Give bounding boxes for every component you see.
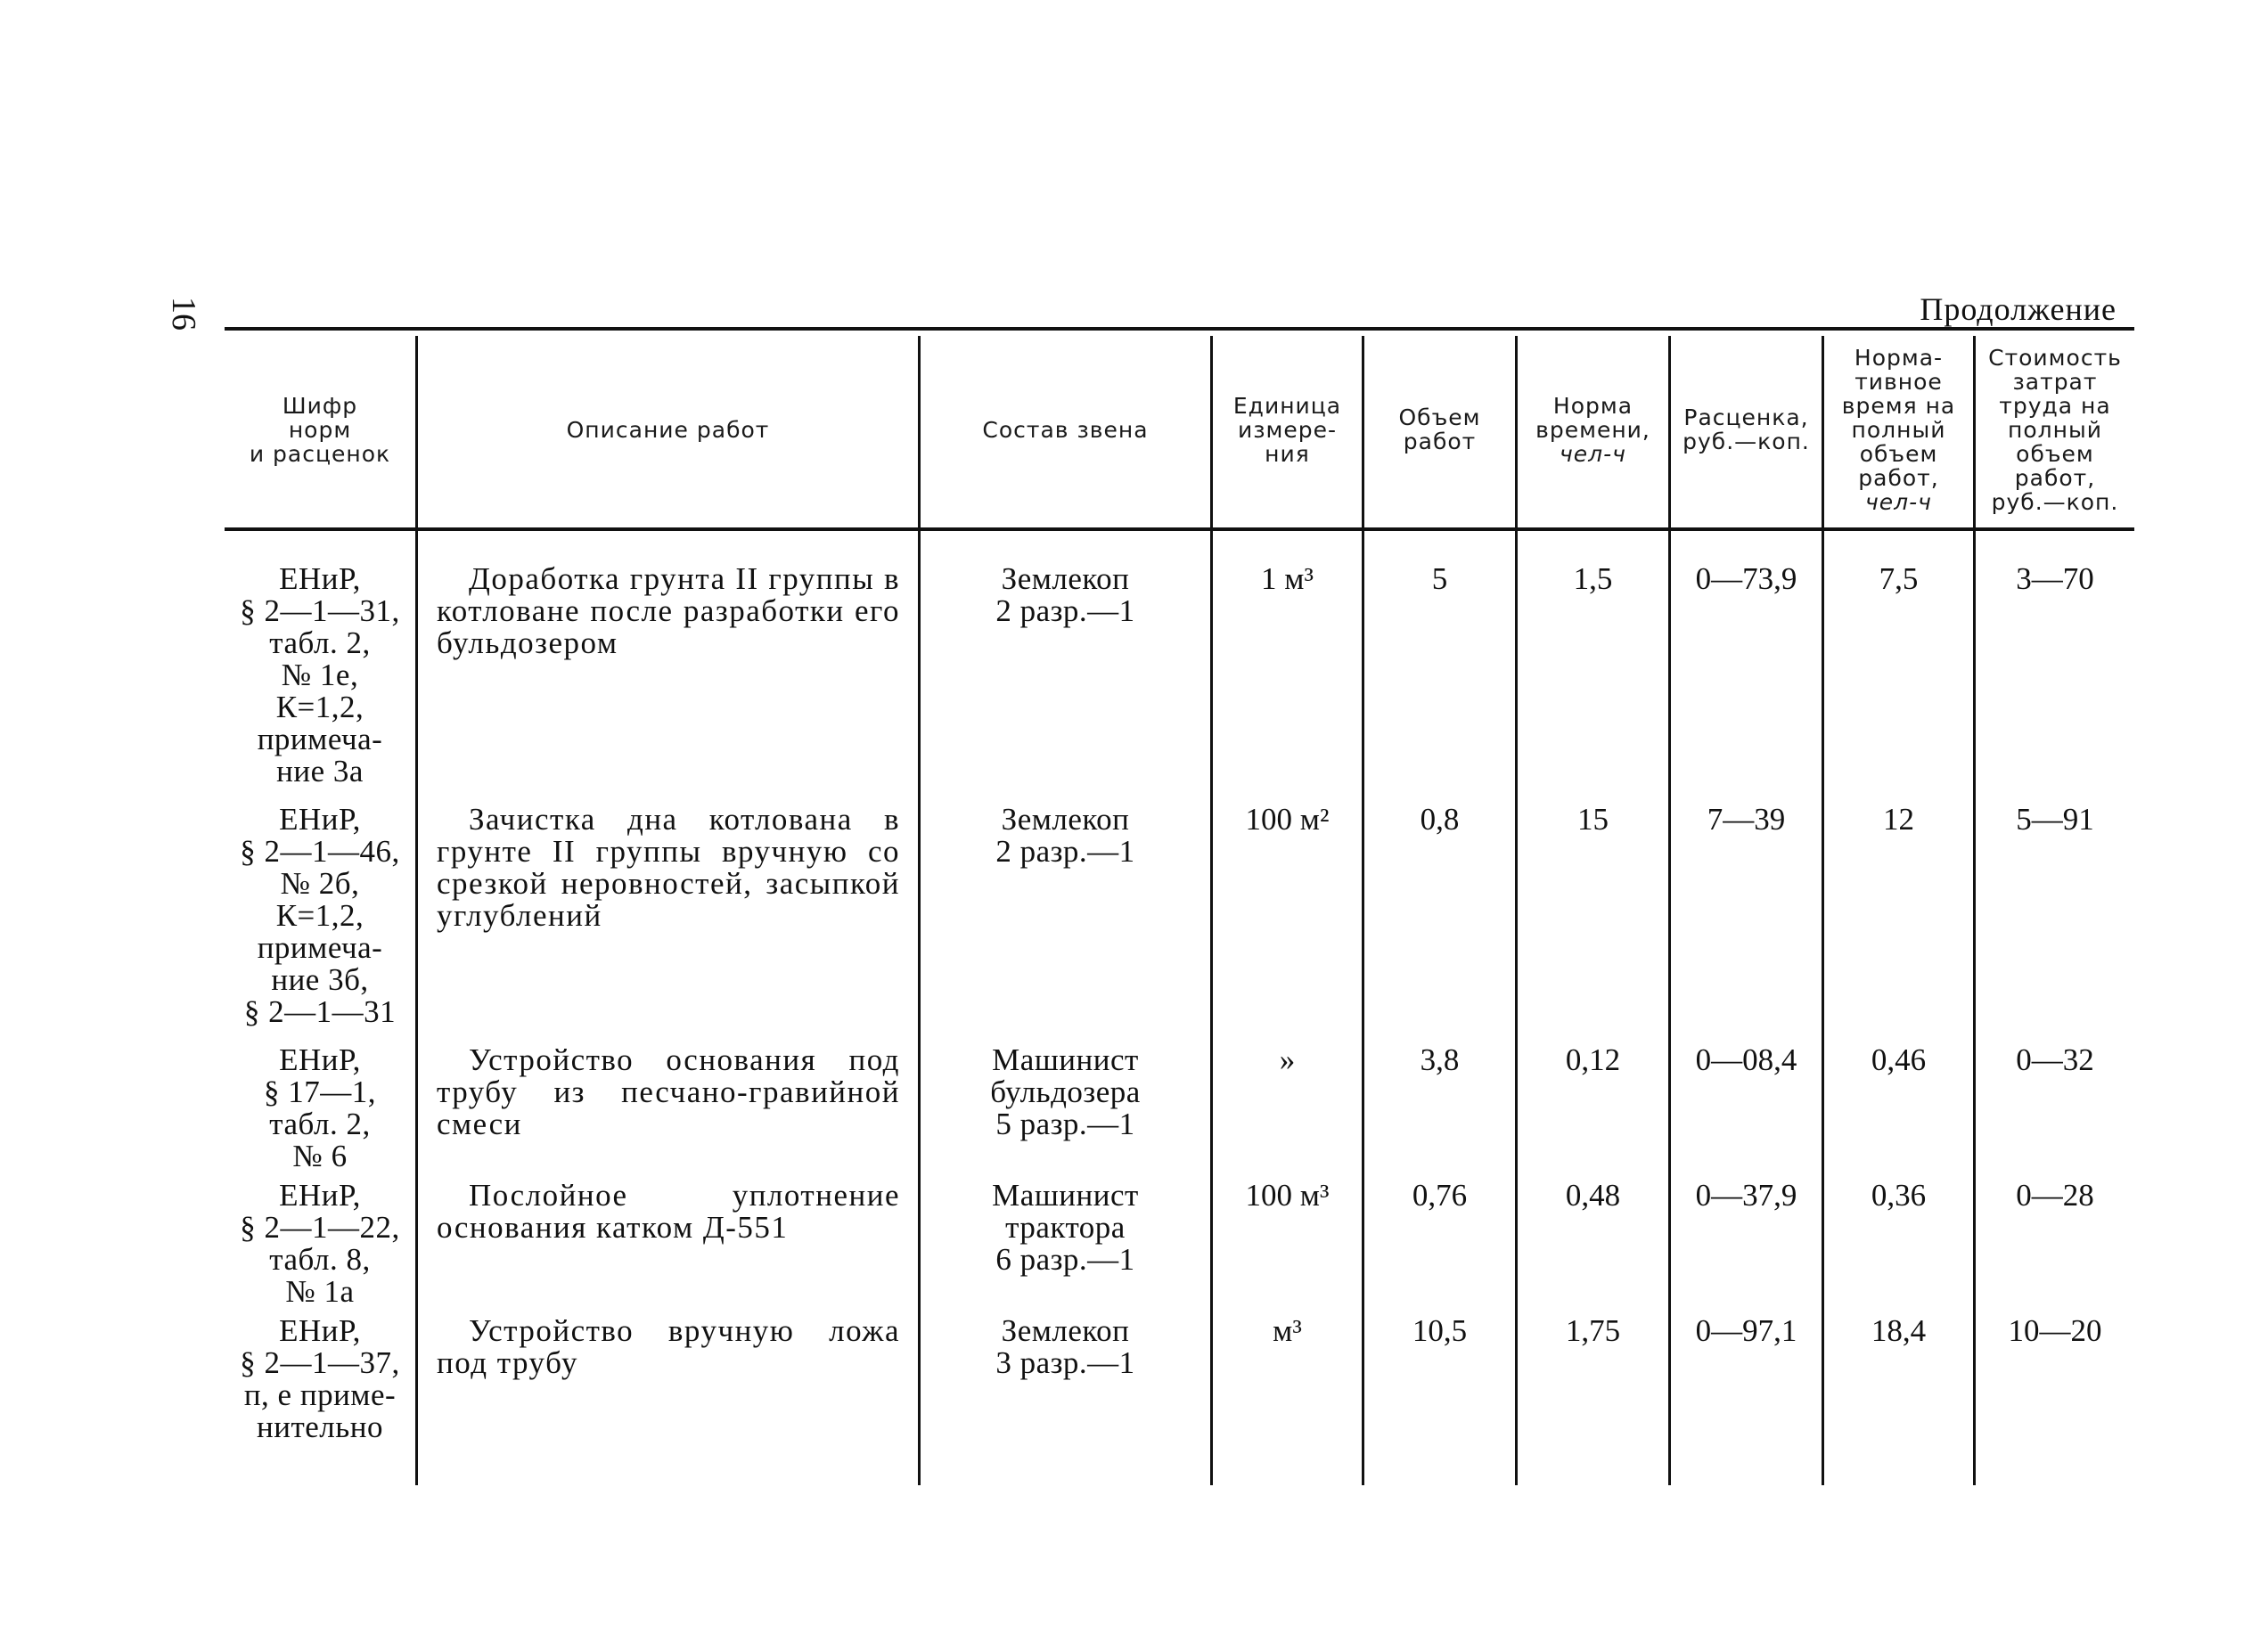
row-1-code: ЕНиР, § 2—1—31, табл. 2, № 1е, К=1,2, примеча- ние 3а [240,561,400,788]
row-2-description-text: Зачистка дна котлована в грунте II группы вручную со срезкой неровностей, засыпкой углублений [437,802,900,933]
row-5-code: ЕНиР, § 2—1—37, п, е приме- нительно [240,1313,400,1444]
row-5-unit: м³ [1273,1313,1302,1348]
header-crew [921,336,1210,523]
header-labor-cost-total [1976,336,2134,523]
table-top-rule [225,327,2134,331]
row-1-description [437,563,900,659]
row-1-time-norm: 1,5 [1573,561,1613,596]
header-norm-time-total [1824,336,1973,523]
header-description-text: Описание работ [566,416,770,443]
header-code-text: Шифр норм и расценок [249,392,391,467]
header-unit [1213,336,1362,523]
row-1-volume: 5 [1431,561,1448,596]
row-5-norm-time-total: 18,4 [1871,1313,1927,1348]
row-1-rate: 0—73,9 [1695,561,1797,596]
row-2-description [437,804,900,932]
row-3-description [437,1044,900,1140]
row-4-unit: 100 м³ [1245,1178,1330,1213]
row-4-rate: 0—37,9 [1695,1178,1797,1213]
row-5-description-text: Устройство вручную ложа под трубу [437,1313,900,1380]
row-4-time-norm: 0,48 [1565,1178,1621,1213]
header-crew-text: Состав звена [982,416,1149,443]
header-unit-text: Единица измере- ния [1232,392,1342,467]
header-time-norm [1518,336,1668,523]
row-3-norm-time-total: 0,46 [1871,1042,1927,1077]
row-3-unit: » [1279,1042,1296,1077]
row-3-labor-cost-total: 0—32 [2016,1042,2094,1077]
row-3-volume: 3,8 [1420,1042,1460,1077]
table-header-rule [225,527,2134,531]
row-2-volume: 0,8 [1420,802,1460,837]
row-2-rate: 7—39 [1707,802,1786,837]
row-3-rate: 0—08,4 [1695,1042,1797,1077]
row-2-time-norm: 15 [1577,802,1609,837]
header-volume [1364,336,1515,523]
header-labor-cost-total-text: Стоимость затрат труда на полный объем работ, руб.—коп. [1988,344,2122,515]
row-4-description [437,1180,900,1244]
row-4-code: ЕНиР, § 2—1—22, табл. 8, № 1а [240,1178,400,1309]
header-volume-text: Объем работ [1398,404,1481,454]
row-2-norm-time-total: 12 [1883,802,1914,837]
row-4-crew: Машинист трактора 6 разр.—1 [992,1178,1139,1277]
row-1-description-text: Доработка грунта II группы в котловане после разработки его бульдозером [437,561,900,660]
header-time-norm-text: Норма времени, [1535,392,1650,443]
page-number: 16 [165,297,202,331]
row-4-description-text: Послойное уплотнение основания катком Д-551 [437,1178,900,1245]
header-norm-time-total-text: Норма- тивное время на полный объем работ, [1841,344,1956,491]
continuation-label: Продолжение [1920,291,2117,327]
header-rate [1671,336,1822,523]
row-3-code: ЕНиР, § 17—1, табл. 2, № 6 [264,1042,376,1173]
header-time-norm-unit: чел-ч [1560,440,1626,467]
header-code [225,336,415,523]
row-5-description [437,1315,900,1379]
row-3-crew: Машинист бульдозера 5 разр.—1 [990,1042,1141,1141]
row-5-crew: Землекоп 3 разр.—1 [995,1313,1135,1380]
row-5-volume: 10,5 [1412,1313,1468,1348]
header-rate-text: Расценка, руб.—коп. [1683,404,1810,454]
row-1-unit: 1 м³ [1261,561,1314,596]
row-1-crew: Землекоп 2 разр.—1 [995,561,1135,628]
row-5-labor-cost-total: 10—20 [2008,1313,2102,1348]
row-3-time-norm: 0,12 [1565,1042,1621,1077]
header-norm-time-total-unit: чел-ч [1865,488,1932,515]
row-3-description-text: Устройство основания под трубу из песчано-гравийной смеси [437,1042,900,1141]
row-2-unit: 100 м² [1245,802,1330,837]
row-2-code: ЕНиР, § 2—1—46, № 2б, К=1,2, примеча- ние 3б, § 2—1—31 [240,802,400,1029]
row-5-rate: 0—97,1 [1695,1313,1797,1348]
row-2-labor-cost-total: 5—91 [2016,802,2094,837]
row-2-crew: Землекоп 2 разр.—1 [995,802,1135,869]
row-4-volume: 0,76 [1412,1178,1468,1213]
row-1-labor-cost-total: 3—70 [2016,561,2094,596]
row-1-norm-time-total: 7,5 [1879,561,1919,596]
row-4-norm-time-total: 0,36 [1871,1178,1927,1213]
row-5-time-norm: 1,75 [1565,1313,1621,1348]
row-4-labor-cost-total: 0—28 [2016,1178,2094,1213]
header-description [418,336,918,523]
